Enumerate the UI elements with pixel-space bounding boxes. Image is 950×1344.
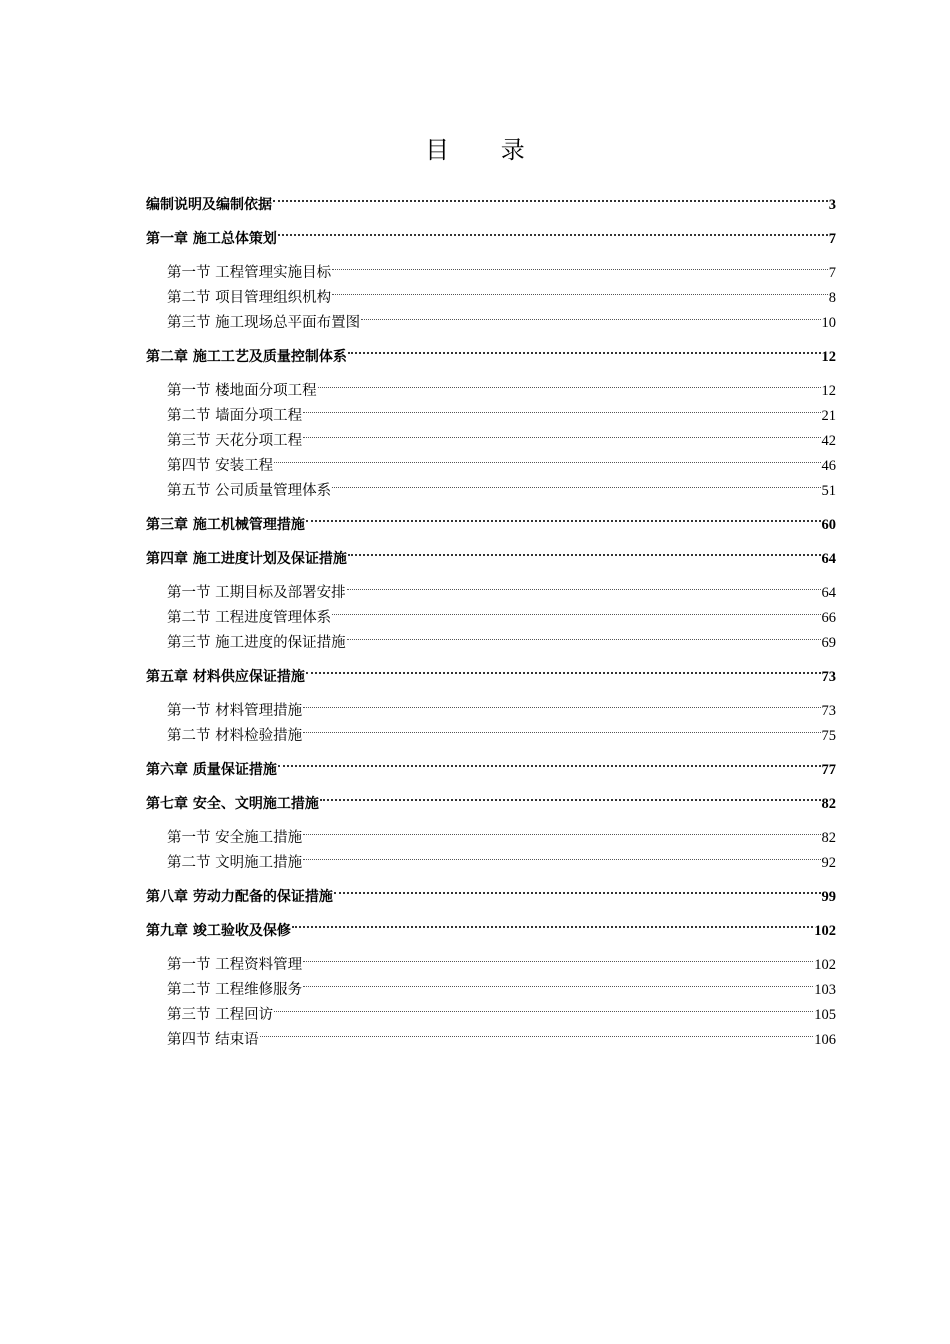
toc-section-entry[interactable] (146, 944, 836, 973)
dot-leader (278, 218, 828, 243)
toc-page-number: 64 (821, 551, 836, 567)
dot-leader (303, 944, 813, 969)
toc-entry-label: 第二章 施工工艺及质量控制体系 (146, 349, 347, 365)
toc-page-number: 12 (821, 349, 836, 365)
dot-leader (303, 969, 813, 994)
table-of-contents (146, 184, 836, 1048)
toc-page-number: 7 (828, 265, 836, 281)
toc-page-number: 102 (814, 957, 836, 973)
toc-page-number: 105 (814, 1007, 836, 1023)
dot-leader (274, 445, 820, 470)
dot-leader (361, 302, 820, 327)
toc-entry-label: 第二节 项目管理组织机构 (167, 290, 332, 306)
toc-entry-label: 第四节 结束语 (167, 1032, 259, 1048)
toc-entry-label: 第六章 质量保证措施 (146, 762, 277, 778)
toc-page-number: 42 (821, 433, 836, 449)
toc-entry-label: 第一节 工程管理实施目标 (167, 265, 332, 281)
toc-page-number: 21 (821, 408, 836, 424)
toc-page-number: 8 (828, 290, 836, 306)
toc-chapter-entry[interactable] (146, 656, 836, 685)
dot-leader (260, 1019, 814, 1044)
toc-title: 目 录 (425, 136, 547, 164)
toc-chapter-entry[interactable] (146, 876, 836, 905)
dot-leader (332, 277, 828, 302)
toc-entry-label: 第三节 施工现场总平面布置图 (167, 315, 361, 331)
toc-chapter-entry[interactable] (146, 336, 836, 365)
toc-page-number: 82 (821, 796, 836, 812)
toc-page-number: 103 (814, 982, 836, 998)
toc-entry-label: 第一章 施工总体策划 (146, 231, 277, 247)
toc-entry-label: 第三节 施工进度的保证措施 (167, 635, 346, 651)
toc-section-entry[interactable] (146, 817, 836, 846)
dot-leader (273, 184, 828, 209)
toc-chapter-entry[interactable] (146, 184, 836, 213)
dot-leader (318, 370, 821, 395)
dot-leader (347, 622, 821, 647)
toc-entry-label: 第二节 墙面分项工程 (167, 408, 303, 424)
toc-section-entry[interactable] (146, 370, 836, 399)
toc-page-number: 46 (821, 458, 836, 474)
toc-section-entry[interactable] (146, 690, 836, 719)
dot-leader (303, 842, 820, 867)
toc-entry-label: 第二节 文明施工措施 (167, 855, 303, 871)
toc-page-number: 92 (821, 855, 836, 871)
toc-entry-label: 第一节 工程资料管理 (167, 957, 303, 973)
toc-entry-label: 第四节 安装工程 (167, 458, 274, 474)
toc-page-number: 12 (821, 383, 836, 399)
toc-entry-label: 第五章 材料供应保证措施 (146, 669, 305, 685)
dot-leader (347, 572, 821, 597)
toc-page-number: 7 (828, 231, 836, 247)
toc-chapter-entry[interactable] (146, 538, 836, 567)
toc-chapter-entry[interactable] (146, 504, 836, 533)
toc-entry-label: 第一节 工期目标及部署安排 (167, 585, 346, 601)
toc-page-number: 77 (821, 762, 836, 778)
toc-entry-label: 第二节 材料检验措施 (167, 728, 303, 744)
toc-entry-label: 第二节 工程进度管理体系 (167, 610, 332, 626)
dot-leader (292, 910, 813, 935)
dot-leader (303, 395, 820, 420)
toc-entry-label: 第三节 天花分项工程 (167, 433, 303, 449)
dot-leader (332, 597, 820, 622)
toc-entry-label: 第四章 施工进度计划及保证措施 (146, 551, 347, 567)
dot-leader (303, 817, 820, 842)
toc-entry-label: 第五节 公司质量管理体系 (167, 483, 332, 499)
toc-page-number: 75 (821, 728, 836, 744)
dot-leader (348, 538, 821, 563)
dot-leader (274, 994, 813, 1019)
toc-section-entry[interactable] (146, 572, 836, 601)
toc-chapter-entry[interactable] (146, 218, 836, 247)
dot-leader (278, 749, 821, 774)
toc-entry-label: 第一节 安全施工措施 (167, 830, 303, 846)
toc-chapter-entry[interactable] (146, 783, 836, 812)
toc-section-entry[interactable] (146, 252, 836, 281)
toc-entry-label: 第七章 安全、文明施工措施 (146, 796, 319, 812)
toc-entry-label: 编制说明及编制依据 (146, 197, 272, 213)
toc-entry-label: 第一节 楼地面分项工程 (167, 383, 317, 399)
toc-page-number: 10 (821, 315, 836, 331)
toc-page-number: 106 (814, 1032, 836, 1048)
dot-leader (348, 336, 821, 361)
toc-page-number: 66 (821, 610, 836, 626)
toc-chapter-entry[interactable] (146, 910, 836, 939)
dot-leader (303, 420, 820, 445)
toc-entry-label: 第三章 施工机械管理措施 (146, 517, 305, 533)
toc-page-number: 73 (821, 703, 836, 719)
dot-leader (303, 715, 820, 740)
dot-leader (306, 504, 821, 529)
toc-page-number: 99 (821, 889, 836, 905)
toc-entry-label: 第九章 竣工验收及保修 (146, 923, 291, 939)
toc-entry-label: 第一节 材料管理措施 (167, 703, 303, 719)
toc-entry-label: 第二节 工程维修服务 (167, 982, 303, 998)
toc-page-number: 102 (814, 923, 836, 939)
dot-leader (303, 690, 820, 715)
toc-entry-label: 第三节 工程回访 (167, 1007, 274, 1023)
dot-leader (334, 876, 821, 901)
toc-page-number: 3 (828, 197, 836, 213)
toc-entry-label: 第八章 劳动力配备的保证措施 (146, 889, 333, 905)
dot-leader (320, 783, 821, 808)
toc-page-number: 69 (821, 635, 836, 651)
toc-chapter-entry[interactable] (146, 749, 836, 778)
toc-page-number: 64 (821, 585, 836, 601)
dot-leader (332, 470, 820, 495)
dot-leader (306, 656, 821, 681)
dot-leader (332, 252, 828, 277)
toc-page-number: 60 (821, 517, 836, 533)
toc-page-number: 82 (821, 830, 836, 846)
toc-page-number: 51 (821, 483, 836, 499)
toc-page-number: 73 (821, 669, 836, 685)
